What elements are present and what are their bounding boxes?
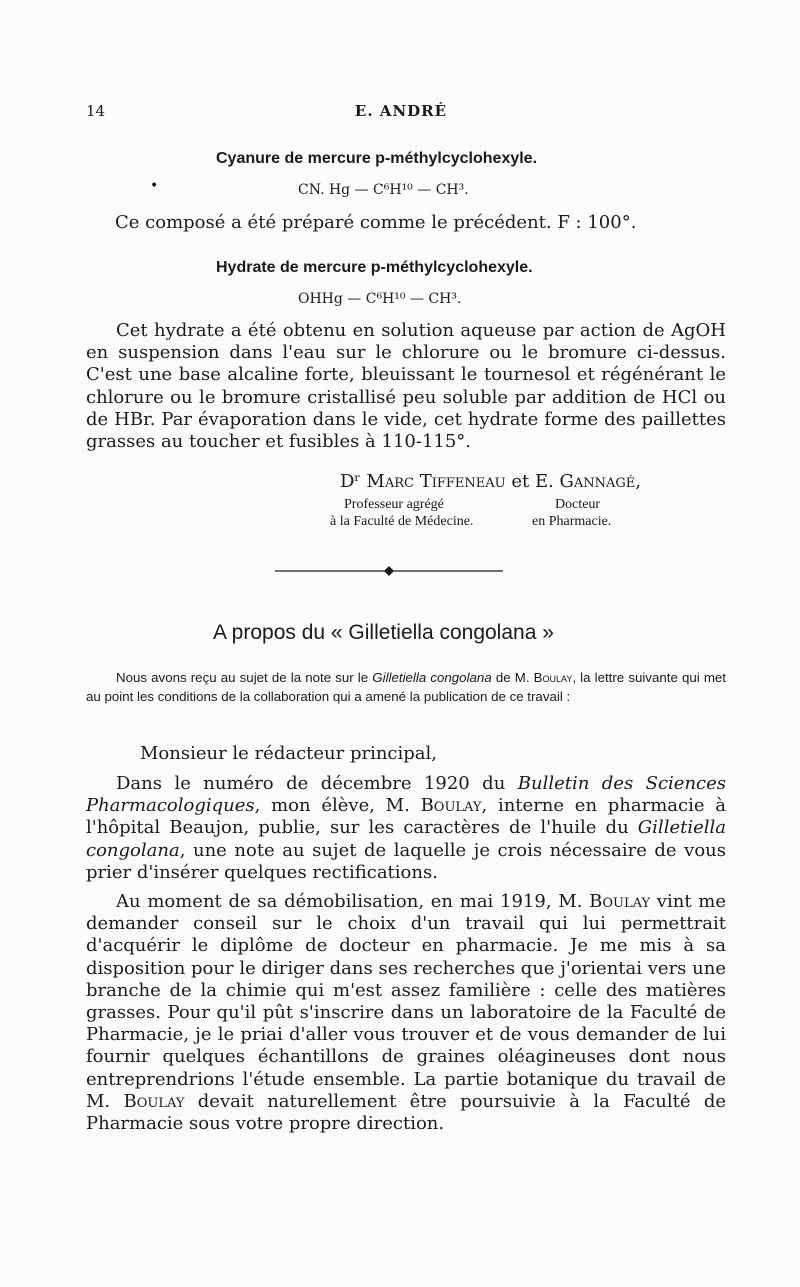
compound1-formula: CN. Hg — C⁶H¹⁰ — CH³.	[298, 182, 469, 198]
running-header	[86, 102, 716, 126]
editor-note	[86, 669, 726, 706]
para2-text-b: vint me demander conseil sur le choix d'un travail qui lui permettrait d'acquérir le diplôme de docteur en pharmacie. Je me mis à sa disposition pour le diriger dans ses recherches que j'orientai vers une branche de la chimie qui m'est assez familière : celle des matières grasses. Pour qu'il pût s'inscrire dans un laboratoire de la Faculté de Pharmacie, je le priai d'aller vous trouver et de vous demander de lui fournir quelques échantillons de graines oléagineuses dont nous entreprendrions l'étude ensemble. La partie botanique du travail de M.	[86, 891, 726, 1112]
para2-text-a: Au moment de sa démobilisation, en mai 1919, M.	[116, 891, 590, 912]
note-text-1: Nous avons reçu au sujet de la note sur le	[116, 670, 373, 685]
author1-prefix: Dʳ	[340, 471, 361, 492]
compound2-text: Cet hydrate a été obtenu en solution aqueuse par action de AgOH en suspension dans l'eau sur le chlorure ou le bromure ci-dessus. C'est une base alcaline forte, bleuissant le tournesol et régénérant le chlorure ou le bromure cristallisé peu soluble par addition de HCl ou de HBr. Par évaporation dans le vide, cet hydrate forme des paillettes grasses au toucher et fusibles à 110-115°.	[86, 320, 726, 453]
compound1-text: Ce composé a été préparé comme le précédent. F : 100°.	[115, 212, 637, 233]
author2-name: E. Gannagé,	[534, 471, 642, 492]
para1-species-name: Gilletiella congolana	[86, 817, 726, 861]
bullet-mark: •	[150, 178, 159, 194]
para2-text-c: devait naturellement être poursuivie à la Faculté de Pharmacie sous votre propre direction.	[86, 1090, 726, 1135]
author2-affiliation: en Pharmacie.	[532, 514, 612, 529]
compound2-title: Hydrate de mercure p-méthylcyclohexyle.	[216, 259, 533, 276]
para1-author-name: Boulay	[420, 795, 482, 817]
note-text-2: de M.	[491, 670, 534, 685]
author1-affiliation: à la Faculté de Médecine.	[330, 514, 474, 529]
para1-text-c: , interne en pharmacie à l'hôpital Beaujon, publie, sur les caractères de l'huile du	[86, 795, 726, 839]
letter-paragraph-2	[86, 891, 726, 1135]
note-author-name: Boulay	[533, 670, 573, 685]
compound2-formula: OHHg — C⁶H¹⁰ — CH³.	[298, 291, 462, 307]
letter-paragraph-1	[86, 773, 726, 884]
page-number: 14	[86, 102, 106, 120]
para2-author-name-2: Boulay	[123, 1090, 185, 1112]
section-divider	[275, 565, 503, 577]
para1-text-a: Dans le numéro de décembre 1920 du	[116, 773, 518, 794]
running-title: E. ANDRÉ	[354, 102, 448, 120]
journal-title: Bulletin des Sciences Pharmacologiques	[86, 773, 727, 817]
note-species-name: Gilletiella congolana	[372, 670, 492, 685]
editor-note-text	[86, 669, 726, 706]
diamond-ornament-icon	[384, 566, 394, 576]
author1-title: Professeur agrégé	[344, 497, 444, 512]
compound2-paragraph	[86, 320, 726, 453]
conjunction: et	[511, 471, 530, 492]
para2-author-name-1: Boulay	[589, 891, 651, 912]
signature-authors	[340, 471, 641, 493]
compound1-title: Cyanure de mercure p-méthylcyclohexyle.	[216, 150, 538, 167]
para1-text-b: , mon élève, M.	[254, 795, 421, 817]
salutation: Monsieur le rédacteur principal,	[140, 743, 437, 764]
author2-title: Docteur	[555, 497, 601, 512]
para1-text-d: , une note au sujet de laquelle je crois nécessaire de vous prier d'insérer quelques rectifications.	[86, 839, 726, 883]
article-title: A propos du « Gilletiella congolana »	[213, 621, 554, 644]
author1-name: Marc Tiffeneau	[366, 471, 506, 492]
note-text-3: , la lettre suivante qui met au point les conditions de la collaboration qui a amené la publication de ce travail :	[86, 670, 726, 704]
